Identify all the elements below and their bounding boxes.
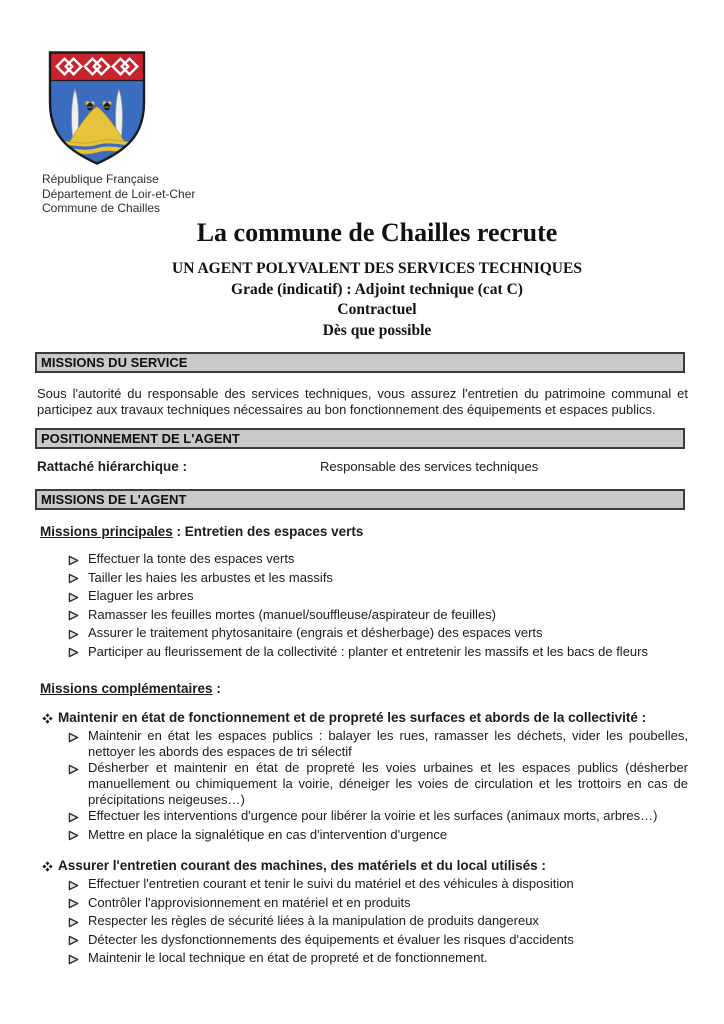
org-lines [42,172,195,216]
arrow-bullet-icon [68,932,88,951]
bullet-item [68,932,688,951]
hierarchy-label: Rattaché hiérarchique : [37,459,188,474]
hierarchy-row [35,459,688,474]
mission-group-heading [42,710,688,728]
bullet-item-text: Contrôler l'approvisionnement en matériel et en produits [88,894,411,910]
bullet-item [68,728,688,760]
commune-coat-of-arms-icon [42,47,152,170]
bullet-item [68,625,688,644]
mission-group-list [35,728,688,845]
diamond-bullet-icon [42,710,58,728]
bullet-item [68,876,688,895]
bullet-item-text: Tailler les haies les arbustes et les massifs [88,569,333,585]
bullet-item [68,827,688,846]
bullet-item [68,760,688,808]
bullet-item-text: Elaguer les arbres [88,588,194,603]
bullet-item-text: Détecter les dysfonctionnements des équipements et évaluer les risques d'accidents [88,931,574,947]
arrow-bullet-icon [68,808,88,827]
section-header-positionnement [35,428,685,449]
missions-complementaires-rest: : [212,681,221,696]
bullet-item [68,950,688,969]
arrow-bullet-icon [68,760,88,808]
bullet-item [68,551,688,570]
hierarchy-value: Responsable des services techniques [320,459,539,474]
bullet-item [68,607,688,626]
arrow-bullet-icon [68,950,88,969]
arrow-bullet-icon [68,876,88,895]
diamond-bullet-icon [42,858,58,876]
bullet-item-text: Effectuer les interventions d'urgence pour libérer la voirie et les surfaces (animaux morts, arbres…) [88,808,658,823]
arrow-bullet-icon [68,644,88,663]
arrow-bullet-icon [68,570,88,589]
missions-principales-title: Missions principales [40,524,173,539]
section-header-missions-du-service [35,352,685,373]
subtitle-line: Dès que possible [322,321,432,339]
bullet-item-text: Ramasser les feuilles mortes (manuel/souffleuse/aspirateur de feuilles) [88,606,497,622]
arrow-bullet-icon [68,588,88,607]
missions-principales-rest: : Entretien des espaces verts [172,524,364,539]
arrow-bullet-icon [68,827,88,846]
arrow-bullet-icon [68,607,88,626]
arrow-bullet-icon [68,551,88,570]
org-line: République Française [42,172,159,186]
bullet-item-text: Effectuer l'entretien courant et tenir le suivi du matériel et des véhicules à disposition [88,876,574,891]
bullet-item [68,588,688,607]
bullet-item [68,913,688,932]
bullet-item [68,570,688,589]
arrow-bullet-icon [68,728,88,760]
job-subtitle-block [45,259,709,341]
section-header-missions-agent [35,489,685,510]
missions-service-paragraph: Sous l'autorité du responsable des services techniques, vous assurez l'entretien du patrimoine communal et participez aux travaux techniques nécessaires au bon fonctionnement des équipements et espaces publics. [37,386,688,417]
page-title: La commune de Chailles recrute [196,218,558,247]
bullet-item-text: Assurer le traitement phytosanitaire (engrais et désherbage) des espaces verts [88,625,543,640]
bullet-item-text: Désherber et maintenir en état de propreté les voies urbaines et les espaces publics (désherber manuellement ou chimiquement la voirie, déneiger les voies de circulation et les trottoirs en cas de précipitations neigeuses…) [88,760,688,807]
bullet-item-text: Mettre en place la signalétique en cas d'intervention d'urgence [88,826,448,842]
missions-complementaires-heading [40,681,688,697]
bullet-item-text: Maintenir le local technique en état de propreté et de fonctionnement. [88,950,488,965]
mission-group-heading [42,858,688,876]
bullet-item-text: Effectuer la tonte des espaces verts [88,551,295,566]
section-header-label: MISSIONS DU SERVICE [41,355,188,370]
org-line: Département de Loir-et-Cher [42,186,196,201]
arrow-bullet-icon [68,913,88,932]
mission-group-heading-text: Assurer l'entretien courant des machines, des matériels et du local utilisés : [58,858,546,873]
bullet-item [68,808,688,827]
missions-complementaires-title: Missions complémentaires [40,681,213,696]
arrow-bullet-icon [68,895,88,914]
org-line: Commune de Chailles [42,201,161,216]
document-body [35,352,688,969]
bullet-item-text: Participer au fleurissement de la collectivité : planter et entretenir les massifs et les bacs de fleurs [88,643,648,659]
section-header-label: MISSIONS DE L'AGENT [41,492,187,507]
mission-group-heading-text: Maintenir en état de fonctionnement et de propreté les surfaces et abords de la collectivité : [58,710,647,725]
subtitle-line: Contractuel [337,301,417,318]
section-header-label: POSITIONNEMENT DE L'AGENT [41,431,240,446]
subtitle-line: Grade (indicatif) : Adjoint technique (cat C) [231,280,523,298]
bullet-item-text: Maintenir en état les espaces publics : balayer les rues, ramasser les déchets, vider les poubelles, nettoyer les abords des espaces de tri sélectif [88,728,688,759]
missions-principales-heading [40,524,688,540]
arrow-bullet-icon [68,625,88,644]
missions-principales-list [35,551,688,662]
bullet-item [68,895,688,914]
subtitle-line: UN AGENT POLYVALENT DES SERVICES TECHNIQUES [172,260,582,277]
mission-group-list [35,876,688,969]
bullet-item-text: Respecter les règles de sécurité liées à la manipulation de produits dangereux [88,913,539,928]
bullet-item [68,644,688,663]
